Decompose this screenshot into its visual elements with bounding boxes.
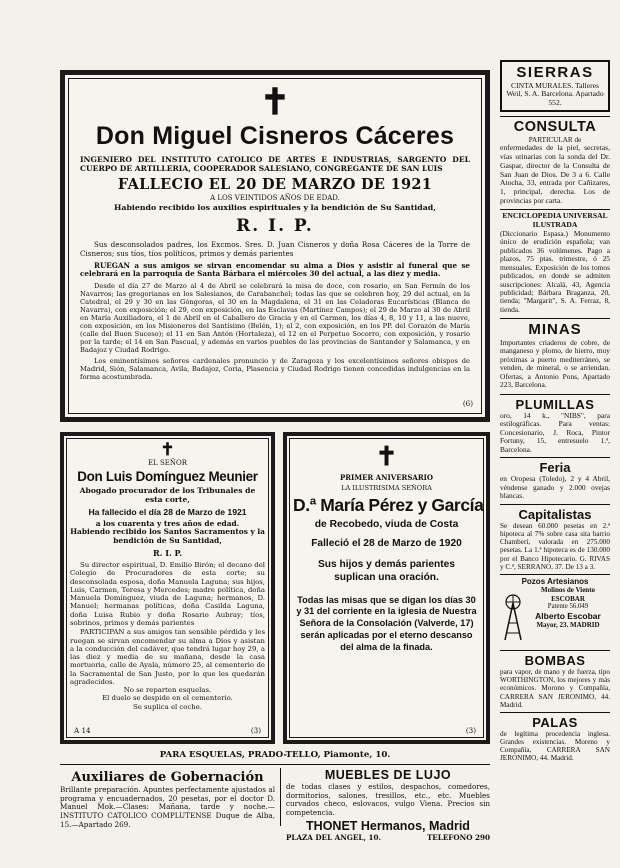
ad-address: PLAZA DEL ANGEL, 10. bbox=[286, 832, 381, 842]
enciclopedia-ad bbox=[500, 209, 610, 314]
ad-brand: ESCOBAR bbox=[551, 594, 585, 603]
cross-icon: ✝ bbox=[375, 442, 398, 472]
ad-title: Auxiliares de Gobernación bbox=[71, 770, 264, 785]
pozos-ad bbox=[500, 574, 610, 647]
ad-text: enfermedades de la piel, secretas, vías urinarias con la sonda del Dr. Gaspar, director de la Consulta de San Juan de Dios. De 3 a 6. Calle Atocha, 33, entrada por Cañizares, 1, principal, derecha. Los de provincias por carta. bbox=[500, 143, 610, 205]
death-line: Ha fallecido el día 28 de Marzo de 1921 bbox=[88, 507, 247, 518]
rip-heading: R. I. P. bbox=[152, 547, 182, 558]
ad-title: CONSULTA bbox=[513, 118, 597, 135]
palas-ad bbox=[500, 712, 610, 763]
ad-divider bbox=[280, 768, 281, 826]
deceased-titles: INGENIERO DEL INSTITUTO CATOLICO DE ARTES E INDUSTRIAS, SARGENTO DEL CUERPO DE ARTILLERIA, COOPERADOR SALESIANO, CONGREGANTE DE SAN LUIS bbox=[80, 155, 470, 174]
sierras-ad bbox=[500, 60, 610, 112]
windmill-icon bbox=[500, 593, 526, 641]
ad-brand: THONET Hermanos, Madrid bbox=[306, 818, 470, 833]
notice-ref: (6) bbox=[462, 399, 473, 409]
middle-obituary-inner bbox=[289, 438, 484, 738]
ad-text: para vapor, de mano y de fuerza, tipo WORTHINGTON, los mejores y más económicos. Morono y Compañía, CARRERA SAN JERONIMO, 44. Madrid. bbox=[500, 668, 610, 709]
sidebar bbox=[500, 60, 610, 763]
ad-text: (Diccionario Espasa.) Monumento único de erudición española; van publicados 36 volúmenes. Pago a plazos, 75 ptas. trimestre, ó 25 mensuales. Exposición de los tomos publicados, en donde se admiten suscripciones: Alcalá, 43, Agencia publicidad; Bárbara Braganza, 20, tienda; "Margarit", S. A. Ferraz, 8, tienda. bbox=[500, 228, 610, 314]
main-obituary bbox=[60, 70, 490, 422]
sacraments-line: Habiendo recibido los auxilios espirituales y la bendición de Su Santidad, bbox=[114, 202, 436, 212]
ad-title: Pozos Artesianos bbox=[521, 576, 589, 586]
ref-left: A 14 bbox=[74, 726, 91, 736]
ad-address: Mayor, 23. MADRID bbox=[536, 620, 600, 629]
ad-title: ENCICLOPEDIA UNIVERSAL ILUSTRADA bbox=[502, 211, 608, 230]
ad-text: de todas clases y estilos, despachos, comedores, dormitorios, salones, tresillos, etc., etc. Muebles curvados checo, eslovacos, vulgo Viena. Precios sin competencia. bbox=[286, 782, 490, 817]
masses-paragraph: Desde el día 27 de Marzo al 4 de Abril se celebrará la misa de doce, con rosario, en San Fermín de los Navarros; las gregorianas en los Salesianos, de Carabanchel; todas las que se celebren hoy, 29 del actual, en la Catedral, el 29 y 30 en las Góngoras, el 30 en la Magdalena, el 31 en las Celadoras Eucarísticas (Blanca de Navarra), con exposición; el 29, con exposición, en las Esclavas (Martínez Campos); el 29 de Marzo al 30 de Abril en María Auxiliadora, el 1 de Abril en el Caballero de Gracia y en el Carmen, los días 4, 8, 10 y 11, a las nueve, con exposición, en los Misioneros del Santísimo (Belén, 1); el 2, con exposición, en los PP. del Corazón de María (calle del Buen Suceso); el 11 en San Antón (Hortaleza), el 12 en el Perpetuo Socorro, con exposición, y rosario por la tarde; el 14 en San Pascual, y además en varios pueblos de las provincias de Santander y Salamanca, y en Badajoz y Ciudad Rodrigo. bbox=[80, 282, 470, 355]
consulta-ad bbox=[500, 116, 610, 206]
family-paragraph: Su director espiritual, D. Emilio Birón; el decano del Colegio de Procuradores de esta corte; su desconsolada esposa, doña Manuela Laguna; sus hijos, Luis, Carmen, Teresa y Mercedes; madre política, doña Manuela Domínguez, viuda de Laguna; hermanos, D. Manuel; hermanas políticas, doña Casilda Laguna, doña Luisa Rubio y doña Rosario Aubray; tíos, sobrinos, primos y demás parientes bbox=[70, 560, 265, 627]
footer-divider bbox=[60, 764, 490, 765]
plumillas-ad bbox=[500, 394, 610, 455]
ad-title: MINAS bbox=[528, 321, 582, 339]
feria-ad bbox=[500, 457, 610, 501]
profession-line: Abogado procurador de los Tribunales de esta corte, bbox=[79, 486, 256, 505]
ad-title: PALAS bbox=[532, 714, 578, 730]
main-obituary-inner bbox=[68, 78, 482, 414]
deceased-name: Don Luis Domínguez Meunier bbox=[77, 469, 258, 484]
ad-name: Alberto Escobar bbox=[535, 610, 601, 621]
death-line: FALLECIO EL 20 DE MARZO DE 1921 bbox=[117, 175, 433, 193]
ref-right: (3) bbox=[250, 726, 261, 736]
cross-icon: ✝ bbox=[160, 440, 175, 460]
ad-title: Feria bbox=[539, 460, 571, 476]
family-line: Sus hijos y demás parientes suplican una oración. bbox=[317, 559, 456, 583]
ad-text: en Oropesa (Toledo), 2 y 4 Abril, véndense ganado y 2.000 ovejas blancas. bbox=[500, 474, 610, 501]
left-obituary bbox=[60, 432, 275, 744]
auxiliares-ad bbox=[60, 770, 275, 829]
indulgences-paragraph: Los eminentísimos señores cardenales pronuncio y de Zaragoza y los excelentísimos señores obispos de Madrid, Sión, Salamanca, Avila, Badajoz, Coria, Plasencia y Ciudad Rodrigo tienen concedidas indulgencias en la forma acostumbrada. bbox=[80, 357, 470, 382]
muebles-ad bbox=[286, 768, 490, 842]
ad-text: de legítima procedencia inglesa. Grandes existencias. Moreno y Compañía, CARRERA SAN JERONIMO, 44. Madrid. bbox=[500, 730, 610, 763]
ad-title: MUEBLES DE LUJO bbox=[324, 768, 452, 782]
ad-patent: Patente 56.049 bbox=[547, 602, 589, 610]
ad-subtitle: PARTICULAR de bbox=[528, 135, 582, 144]
ad-title: BOMBAS bbox=[524, 652, 586, 668]
rip-heading: R. I. P. bbox=[236, 215, 314, 236]
deceased-name: D.ª María Pérez y García bbox=[293, 495, 484, 515]
capitalistas-ad bbox=[500, 504, 610, 571]
left-obituary-inner bbox=[66, 438, 269, 738]
ad-text: CINTA MURALES. Talleres Weil, S. A. Barcelona. Apartado 552. bbox=[506, 80, 604, 108]
ad-subtitle: Molinos de Viento bbox=[540, 586, 596, 595]
ruegan-paragraph: RUEGAN a sus amigos se sirvan encomendar su alma a Dios y asistir al funeral que se celebrará en la parroquia de Santa Bárbara el miércoles 30 del actual, a las diez y media. bbox=[80, 260, 470, 279]
ad-text: oro, 14 k., "NIBS", para estilográficas. Para ventas: Concesionario, J. Roca, Pintor Fortuny, 15, entresuelo 1.ª, Barcelona. bbox=[500, 410, 610, 454]
middle-obituary bbox=[283, 432, 490, 744]
ad-phone: TELEFONO 290 bbox=[426, 832, 490, 842]
ruegan-paragraph: PARTICIPAN a sus amigos tan sensible pérdida y les ruegan se sirvan encomendar su alma a Dios y asistan a la conducción del cadáver, que tendrá lugar hoy 29, a las diez y media de su mañana, desde la casa mortuoria, calle de Ayala, número 25, al cementerio de la Sacramental de San Justo, por lo que les quedarán agradecidos. bbox=[70, 628, 265, 686]
anniversary-label: PRIMER ANIVERSARIO bbox=[339, 473, 434, 482]
bombas-ad bbox=[500, 650, 610, 709]
masses-paragraph: Todas las misas que se digan los días 30 y 31 del corriente en la iglesia de Nuestra Señora de la Consolación (Valverde, 17) serán aplicadas por el eterno descanso del alma de la finada. bbox=[296, 594, 477, 652]
suplica-note: Se suplica el coche. bbox=[133, 702, 202, 711]
duelo-note: El duelo se despide en el cementerio. bbox=[102, 694, 233, 703]
ad-title: SIERRAS bbox=[516, 64, 594, 81]
intro-label: EL SEÑOR bbox=[147, 459, 188, 467]
esquelas-footer: PARA ESQUELAS, PRADO-TELLO, Piamonte, 10. bbox=[159, 750, 391, 760]
lady-label: LA ILUSTRISIMA SEÑORA bbox=[341, 484, 432, 492]
ad-title: Capitalistas bbox=[518, 506, 592, 522]
ad-text: Importantes criaderos de cobre, de manganeso y plomo, de hierro, muy próximas a puerto mediterráneo, se venden, de mineral, o se arriendan. Ofertas, a Antonio Pons, Apartado 223, Barcelona. bbox=[500, 337, 610, 390]
ad-title: PLUMILLAS bbox=[515, 396, 595, 412]
ad-text: Brillante preparación. Apuntes perfectamente ajustados al programa y encuadernados, 20 pesetas, por el doctor D. Manuel Mok.—Clases: Mañana, tarde y noche.—INSTITUTO CATOLICO COMPLUTENSE Duque de Alba, 15.—Apartado 269. bbox=[60, 785, 275, 829]
age-line: a los cuarenta y tres años de edad. bbox=[95, 519, 240, 529]
no-esquelas-note: No se reparten esquelas. bbox=[123, 686, 212, 695]
notice-ref: (3) bbox=[465, 726, 476, 736]
family-paragraph: Sus desconsolados padres, los Excmos. Sres. D. Juan Cisneros y doña Rosa Cáceres de la Torre de Cisneros; sus tíos, tíos políticos, primos y demás parientes bbox=[80, 239, 470, 258]
death-line: Falleció el 28 de Marzo de 1920 bbox=[311, 538, 462, 549]
minas-ad bbox=[500, 318, 610, 389]
cross-icon: ✝ bbox=[259, 81, 291, 123]
sacraments-line: Habiendo recibido los Santos Sacramentos y la bendición de Su Santidad, bbox=[70, 527, 265, 546]
surname-line: de Recobedo, viuda de Costa bbox=[314, 519, 459, 530]
age-line: A LOS VEINTIDOS AÑOS DE EDAD. bbox=[210, 193, 340, 202]
deceased-name: Don Miguel Cisneros Cáceres bbox=[95, 122, 455, 150]
ad-contact-row bbox=[286, 833, 490, 842]
ad-text: Se desean 60.000 pesetas en 2.ª hipoteca al 7% sobre casa sita barrio Chamberí, valorada en 275.000 pesetas. La 1.ª hipoteca es de 130.000 por el Banco Hipotecario. G. RIVAS y C.ª, SERRANO, 37. De 13 a 3. bbox=[500, 522, 610, 571]
